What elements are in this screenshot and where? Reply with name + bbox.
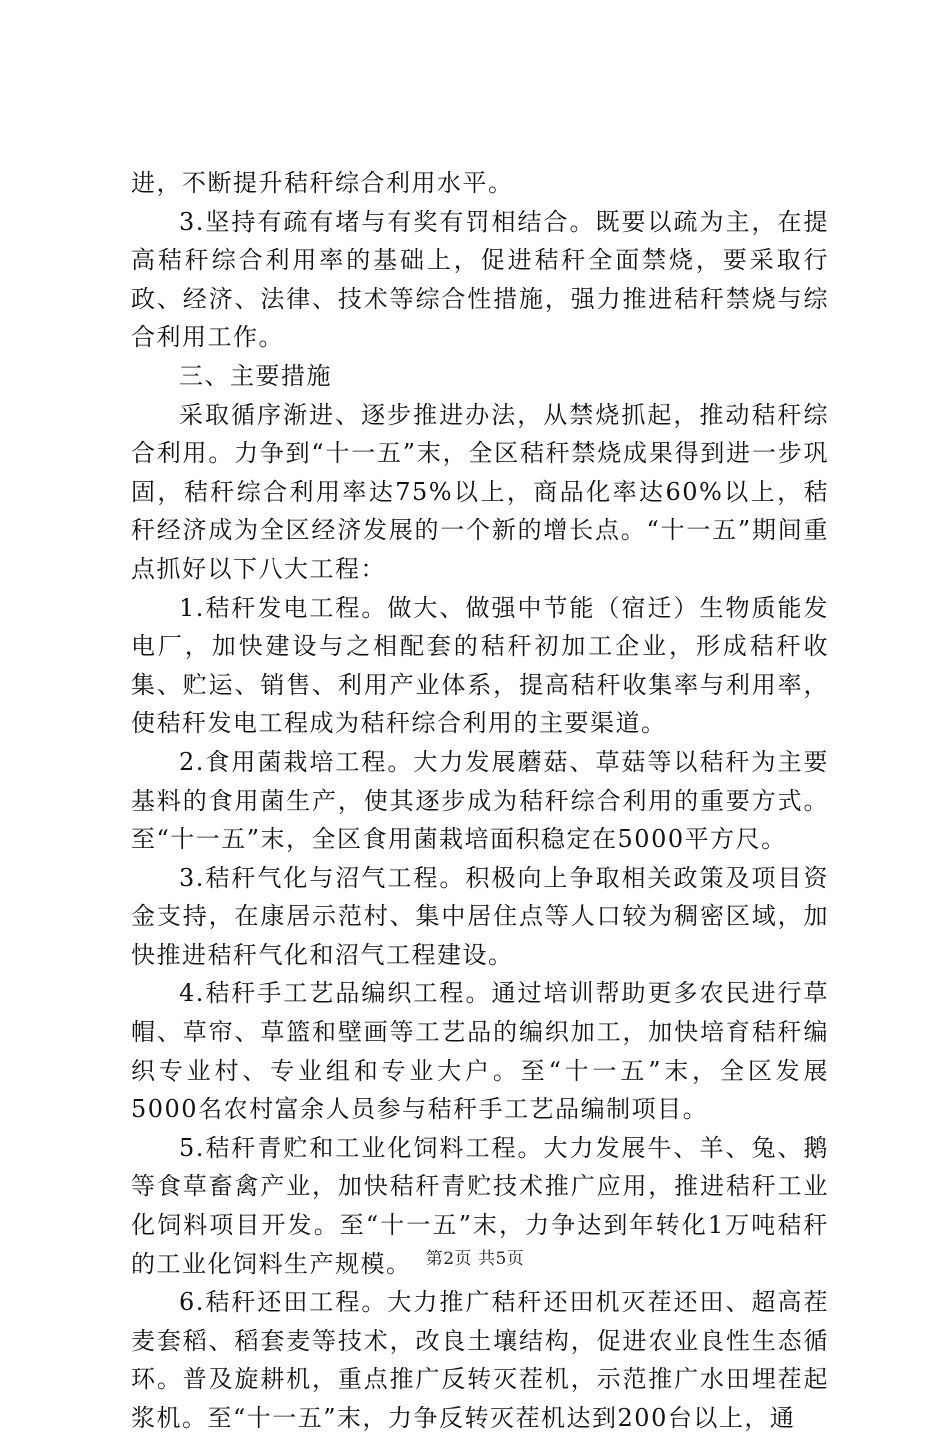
section-heading: 三、主要措施 [179, 361, 332, 390]
paragraph: 4.秸秆手工艺品编织工程。通过培训帮助更多农民进行草帽、草帘、草篮和壁画等工艺品的编织加工，加快培育秸秆编织专业村、专业组和专业大户。至“十一五”末，全区发展5000名农村富余人员参与秸秆手工艺品编制项目。 [131, 979, 829, 1124]
page-footer: 第2页 共5页 [425, 1249, 525, 1269]
paragraph: 6.秸秆还田工程。大力推广秸秆还田机灭茬还田、超高茬麦套稻、稻套麦等技术，改良土壤结构，促进农业良性生态循环。普及旋耕机，重点推广反转灭茬机，示范推广水田埋茬起浆机。至“十一五”末，力争反转灭茬机达到200台以上，通 [131, 1288, 829, 1432]
paragraph: 进，不断提升秸秆综合利用水平。 [131, 169, 514, 197]
paragraph: 3.秸秆气化与沼气工程。积极向上争取相关政策及项目资金支持，在康居示范村、集中居住点等人口较为稠密区域，加快推进秸秆气化和沼气工程建设。 [131, 863, 829, 969]
paragraph: 1.秸秆发电工程。做大、做强中节能（宿迁）生物质能发电厂，加快建设与之相配套的秸秆初加工企业，形成秸秆收集、贮运、销售、利用产业体系，提高秸秆收集率与利用率，使秸秆发电工程成为秸秆综合利用的主要渠道。 [131, 593, 829, 738]
paragraph: 2.食用菌栽培工程。大力发展蘑菇、草菇等以秸秆为主要基料的食用菌生产，使其逐步成为秸秆综合利用的重要方式。至“十一五”末，全区食用菌栽培面积稳定在5000平方尺。 [131, 747, 829, 854]
paragraph: 3.坚持有疏有堵与有奖有罚相结合。既要以疏为主，在提高秸秆综合利用率的基础上，促进秸秆全面禁烧，要采取行政、经济、法律、技术等综合性措施，强力推进秸秆禁烧与综合利用工作。 [131, 207, 829, 352]
paragraph: 5.秸秆青贮和工业化饲料工程。大力发展牛、羊、兔、鹅等食草畜禽产业，加快秸秆青贮技术推广应用，推进秸秆工业化饲料项目开发。至“十一五”末，力争达到年转化1万吨秸秆的工业化饲料生产规模。 [131, 1133, 829, 1278]
paragraph: 采取循序渐进、逐步推进办法，从禁烧抓起，推动秸秆综合利用。力争到“十一五”末，全区秸秆禁烧成果得到进一步巩固，秸秆综合利用率达75%以上，商品化率达60%以上，秸秆经济成为全区经济发展的一个新的增长点。“十一五”期间重点抓好以下八大工程： [131, 400, 829, 583]
